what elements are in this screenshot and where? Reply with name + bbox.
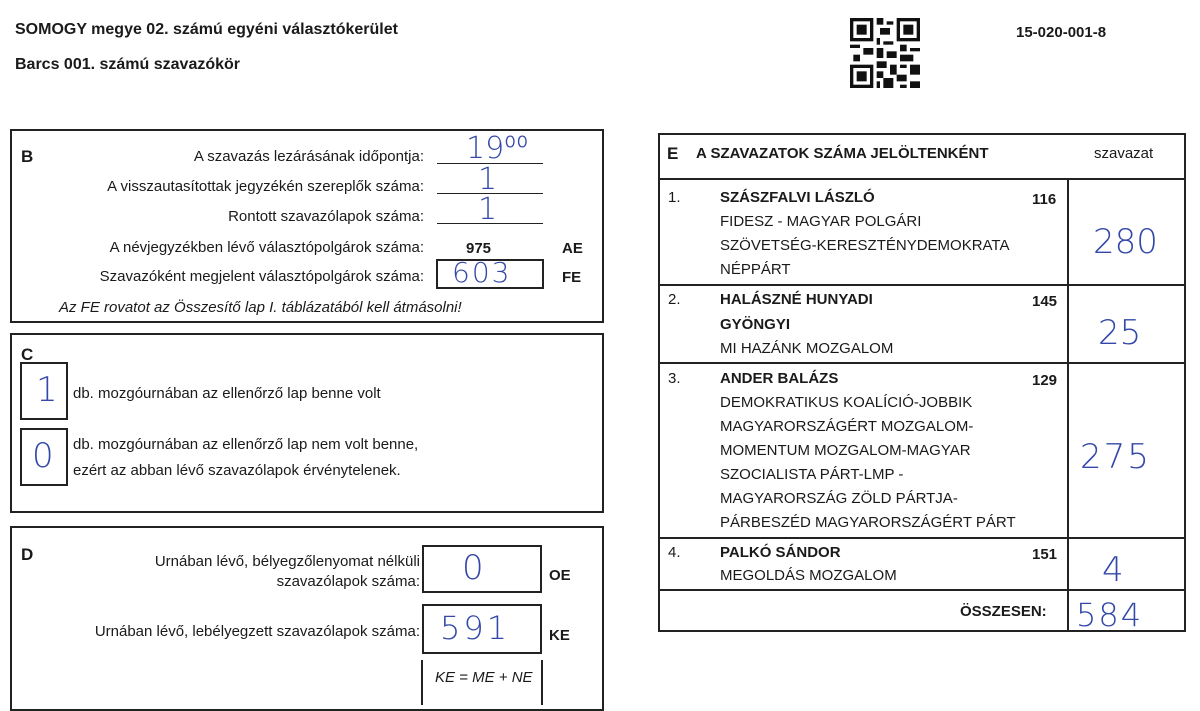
section-b-note: Az FE rovatot az Összesítő lap I. táblázatából kell átmásolni! [59,299,462,316]
c-row1-text: db. mozgóurnában az ellenőrző lap benne volt [73,385,381,402]
section-c [10,333,604,513]
candidate-4-number: 4. [668,544,681,561]
oe-value: 0 [462,548,484,588]
candidate-3-party-2: MAGYARORSZÁGÉRT MOZGALOM- [720,418,974,435]
candidate-4-name: PALKÓ SÁNDOR [720,544,841,561]
candidate-4-id: 151 [1032,546,1058,563]
candidate-3-divider [658,537,1186,539]
candidate-1-party-2: SZÖVETSÉG-KERESZTÉNYDEMOKRATA [720,237,1010,254]
candidate-3-party-1: DEMOKRATIKUS KOALÍCIÓ-JOBBIK [720,394,973,411]
candidate-2-votes: 25 [1098,313,1142,353]
c-row2-text-1: db. mozgóurnában az ellenőrző lap nem volt benne, [73,436,419,453]
e-votes-column-divider [1067,178,1069,632]
candidate-4-divider [658,589,1186,591]
candidate-3-party-3: MOMENTUM MOZGALOM-MAGYAR [720,442,971,459]
section-b-letter: B [21,147,34,166]
candidate-2-id: 145 [1032,293,1058,310]
formula-left-border [421,660,423,705]
candidate-4-party-1: MEGOLDÁS MOZGALOM [720,567,897,584]
candidate-1-divider [658,284,1186,286]
closing-time-value: 19⁰⁰ [466,131,529,166]
candidate-1-party-3: NÉPPÁRT [720,261,791,278]
district-title: SOMOGY megye 02. számú egyéni választókerület [15,21,398,38]
formula-right-border [541,660,543,705]
registered-label: A névjegyzékben lévő választópolgárok száma: [109,239,424,256]
registered-code: AE [562,240,583,257]
candidate-3-party-6: PÁRBESZÉD MAGYARORSZÁGÉRT PÁRT [720,514,1016,531]
section-c-letter: C [21,345,34,364]
candidate-3-number: 3. [668,370,681,387]
rejected-label: A visszautasítottak jegyzékén szereplők száma: [107,178,424,195]
ke-formula: KE = ME + NE [435,669,533,686]
candidate-2-party-1: MI HAZÁNK MOZGALOM [720,340,894,357]
rejected-value: 1 [478,162,498,197]
candidate-3-party-5: MAGYARORSZÁG ZÖLD PÁRTJA- [720,490,958,507]
ke-code: KE [549,627,570,644]
candidate-3-name: ANDER BALÁZS [720,370,839,387]
ke-value: 591 [440,609,511,647]
candidate-1-name: SZÁSZFALVI LÁSZLÓ [720,189,875,206]
candidate-3-party-4: SZOCIALISTA PÁRT-LMP - [720,466,904,483]
appeared-label: Szavazóként megjelent választópolgárok száma: [99,268,424,285]
qr-code-icon [850,18,920,93]
appeared-value: 603 [452,256,512,289]
total-value: 584 [1076,596,1144,634]
candidate-1-party-1: FIDESZ - MAGYAR POLGÁRI [720,213,922,230]
appeared-code: FE [562,269,582,286]
candidate-2-divider [658,362,1186,364]
precinct-title: Barcs 001. számú szavazókör [15,56,241,73]
c-row1-value: 1 [36,370,58,410]
ke-label: Urnában lévő, lebélyegzett szavazólapok száma: [94,623,420,640]
candidate-2-name-2: GYÖNGYI [720,316,791,333]
oe-code: OE [549,567,571,584]
closing-time-label: A szavazás lezárásának időpontja: [193,148,424,165]
oe-label-2: szavazólapok száma: [276,573,420,590]
registered-value: 975 [466,240,492,257]
candidate-2-number: 2. [668,291,681,308]
c-row2-text-2: ezért az abban lévő szavazólapok érvénytelenek. [73,462,401,479]
spoiled-value: 1 [478,192,498,227]
spoiled-label: Rontott szavazólapok száma: [228,208,424,225]
section-e-title: A SZAVAZATOK SZÁMA JELÖLTENKÉNT [696,145,989,162]
c-row2-value: 0 [32,436,54,476]
candidate-1-id: 116 [1032,191,1057,208]
e-header-divider [658,178,1186,180]
total-label: ÖSSZESEN: [960,603,1047,620]
oe-label-1: Urnában lévő, bélyegzőlenyomat nélküli [154,553,420,570]
candidate-4-votes: 4 [1102,550,1124,590]
section-e-letter: E [667,144,679,163]
section-d-letter: D [21,545,34,564]
candidate-1-number: 1. [668,189,681,206]
candidate-3-votes: 275 [1080,437,1151,477]
votes-header: szavazat [1094,145,1154,162]
document-code: 15-020-001-8 [1016,24,1107,41]
candidate-1-votes: 280 [1093,222,1158,262]
candidate-2-name-1: HALÁSZNÉ HUNYADI [720,291,873,308]
candidate-3-id: 129 [1032,372,1058,389]
